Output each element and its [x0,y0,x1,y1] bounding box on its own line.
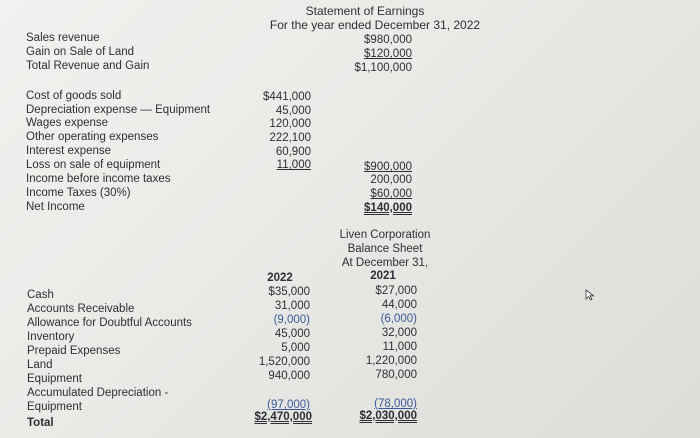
gain-land-value: $120,000 [364,48,412,60]
bs-2022-1: 31,000 [274,300,310,312]
cursor-icon [585,289,595,301]
year-2022-header: 2022 [267,272,293,284]
net-income-value: $140,000 [364,202,412,214]
balance-date: At December 31, [341,257,429,269]
net-income-label: Net Income [26,201,85,213]
bs-2022-3: 45,000 [274,328,310,340]
bs-label-5: Land [27,359,53,371]
accum-dep-2021: (78,000) [374,398,417,410]
earnings-subtitle: For the year ended December 31, 2022 [269,18,481,32]
expense-label-0: Cost of goods sold [26,90,122,102]
year-2021-header: 2021 [370,270,396,282]
expense-label-1: Depreciation expense — Equipment [26,104,211,116]
bs-2022-5: 1,520,000 [258,356,310,368]
gain-land-label: Gain on Sale of Land [26,46,135,58]
earnings-title: Statement of Earnings [305,4,425,18]
balance-title: Balance Sheet [347,243,423,255]
balance-company: Liven Corporation [339,229,431,241]
bs-label-0: Cash [27,289,54,301]
bs-2022-2: (9,000) [273,314,310,326]
expense-value-3: 222,100 [269,132,311,144]
total-rev-label: Total Revenue and Gain [26,60,150,72]
sales-revenue-label: Sales revenue [26,32,100,44]
total-2021: $2,030,000 [359,410,417,422]
income-before-tax-value: 200,000 [370,174,412,186]
bs-label-3: Inventory [27,331,75,343]
bs-2021-5: 1,220,000 [365,355,417,367]
bs-2021-0: $27,000 [375,285,417,297]
income-tax-label: Income Taxes (30%) [26,187,131,199]
bs-2021-4: 11,000 [382,341,417,353]
expense-label-2: Wages expense [26,117,109,129]
expense-value-1: 45,000 [275,105,311,117]
accum-dep-label-2: Equipment [27,401,82,413]
total-label: Total [27,417,54,429]
expense-label-4: Interest expense [26,145,112,157]
total-2022: $2,470,000 [254,411,312,423]
expense-label-3: Other operating expenses [26,131,159,143]
bs-label-4: Prepaid Expenses [27,345,121,357]
bs-2021-2: (6,000) [380,313,417,325]
bs-2021-3: 32,000 [381,327,417,339]
bs-2022-0: $35,000 [268,286,310,298]
bs-2021-6: 780,000 [375,369,417,381]
income-tax-value: $60,000 [370,188,412,200]
expense-value-2: 120,000 [269,118,311,130]
total-rev-value: $1,100,000 [354,62,412,74]
expense-value-5: 11,000 [276,159,311,171]
income-before-tax-label: Income before income taxes [26,173,171,185]
accum-dep-2022: (97,000) [267,399,310,411]
sales-revenue-value: $980,000 [364,34,412,46]
bs-label-6: Equipment [27,373,82,385]
bs-2022-4: 5,000 [281,342,310,354]
total-expense-value: $900,000 [364,161,412,173]
bs-label-2: Allowance for Doubtful Accounts [27,317,192,329]
bs-2021-1: 44,000 [381,299,417,311]
bs-label-1: Accounts Receivable [27,303,135,315]
expense-value-4: 60,900 [275,146,311,158]
bs-2022-6: 940,000 [268,370,310,382]
expense-label-5: Loss on sale of equipment [26,159,161,171]
expense-value-0: $441,000 [263,91,311,103]
accum-dep-label: Accumulated Depreciation - [27,387,169,399]
